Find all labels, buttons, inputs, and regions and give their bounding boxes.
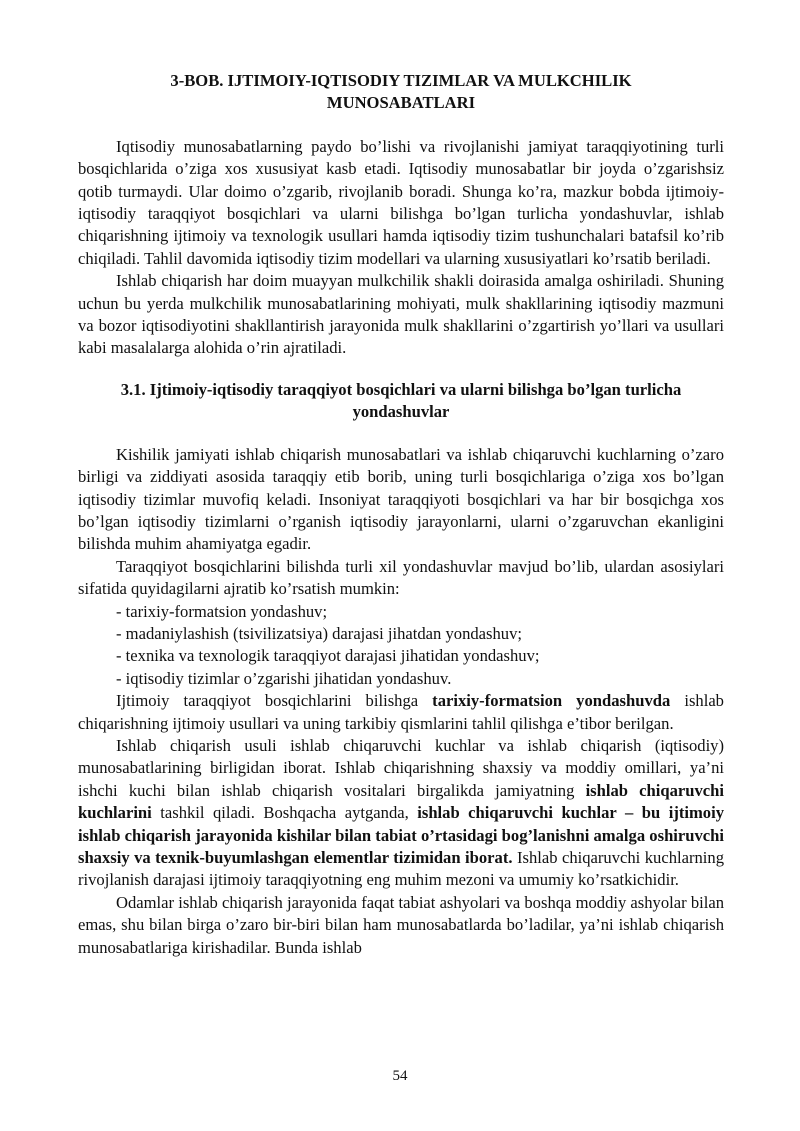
paragraph-text: Ishlab chiqaruvchi kuchlarning rivojlanish darajasi ijtimoiy taraqqiyotning eng muhim mezoni va umumiy ko’rsatkichidir.	[78, 848, 724, 890]
document-page	[78, 70, 724, 959]
chapter-title	[78, 70, 724, 115]
paragraph-text: ishlab chiqarishning ijtimoiy usullari va uning tarkibiy qismlarini tahlil qilishga e’tibor berilgan.	[78, 691, 724, 733]
bold-term: tarixiy-formatsion yondashuvda	[432, 691, 671, 711]
list-item: - iqtisodiy tizimlar o’zgarishi jihatidan yondashuv.	[116, 668, 452, 688]
section-title	[78, 379, 724, 424]
paragraph-text: Ijtimoiy taraqqiyot bosqichlarini bilishga	[116, 691, 433, 711]
section-paragraph-4	[78, 735, 724, 892]
section-paragraph-3	[78, 690, 724, 735]
paragraph-text: Ishlab chiqarish usuli ishlab chiqaruvchi kuchlar va ishlab chiqarish (iqtisodiy) munosabatlarining birligidan iborat. Ishlab chiqarishning shaxsiy va moddiy omillari, ya’ni ishchi kuchi bilan ishlab chiqarish vositalari birgalikda jamiyatning	[78, 735, 724, 800]
list-item: - madaniylashish (tsivilizatsiya) darajasi jihatdan yondashuv;	[116, 623, 522, 643]
section-paragraph-5: Odamlar ishlab chiqarish jarayonida faqat tabiat ashyolari va boshqa moddiy ashyolar bilan emas, shu bilan birga o’zaro bir-biri bilan ham munosabatlarda bo’ladilar, ya’ni ishlab chiqarish munosabatlariga kirishadilar. Bunda ishlab	[78, 892, 724, 957]
section-paragraph-1: Kishilik jamiyati ishlab chiqarish munosabatlari va ishlab chiqaruvchi kuchlarning o’zaro birligi va ziddiyati asosida taraqqiy etib borib, uning turli bosqichlariga o’ziga xos bo’lgan iqtisodiy tizimlar muvofiq keladi. Insoniyat taraqqiyoti bosqichlari va har bir bosqichga xos bo’lgan iqtisodiy tizimlarni o’rganish iqtisodiy jarayonlarni, ularni o’zgaruvchan ekanligini bilishda muhim ahamiyatga egadir.	[78, 444, 724, 554]
approaches-list	[78, 601, 724, 691]
intro-paragraph-2: Ishlab chiqarish har doim muayyan mulkchilik shakli doirasida amalga oshiriladi. Shuning uchun bu yerda mulkchilik munosabatlarining mohiyati, mulk shakllarining iqtisodiy mazmuni va bozor iqtisodiyotini shakllantirish jarayonida mulk shakllarini o’zgartirish yo’llari va usullari kabi masalalarga alohida o’rin ajratiladi.	[78, 271, 724, 358]
page-number: 54	[392, 1068, 408, 1084]
list-item: - tarixiy-formatsion yondashuv;	[116, 601, 328, 621]
list-item: - texnika va texnologik taraqqiyot darajasi jihatidan yondashuv;	[116, 646, 540, 666]
chapter-title-line-1: 3-BOB. IJTIMOIY-IQTISODIY TIZIMLAR VA MULKCHILIK	[170, 71, 632, 90]
section-title-line-2: yondashuvlar	[352, 402, 450, 422]
intro-paragraph-1: Iqtisodiy munosabatlarning paydo bo’lishi va rivojlanishi jamiyat taraqqiyotining turli bosqichlarida o’ziga xos xususiyat kasb etadi. Iqtisodiy munosabatlar bir joyda o’zgarishsiz qotib turmaydi. Ular doimo o’zgarib, rivojlanib boradi. Shunga ko’ra, mazkur bobda ijtimoiy-iqtisodiy taraqqiyot bosqichlari va ularni bilishga bo’lgan turlicha yondashuvlar, ishlab chiqarishning ijtimoiy va texnologik usullari hamda iqtisodiy tizim tushunchalari batafsil ko’rib chiqiladi. Tahlil davomida iqtisodiy tizim modellari va ularning xususiyatlari ko’rsatib beriladi.	[78, 136, 724, 268]
section-paragraph-2: Taraqqiyot bosqichlarini bilishda turli xil yondashuvlar mavjud bo’lib, ulardan asosiylari sifatida quyidagilarni ajratib ko’rsatish mumkin:	[78, 556, 724, 599]
paragraph-text: tashkil qiladi. Boshqacha aytganda,	[151, 803, 418, 823]
bold-term: ishlab chiqaruvchi kuchlarini	[78, 780, 724, 823]
chapter-title-line-2: MUNOSABATLARI	[326, 93, 476, 113]
section-title-line-1: 3.1. Ijtimoiy-iqtisodiy taraqqiyot bosqichlari va ularni bilishga bo’lgan turlicha	[120, 379, 682, 399]
bold-definition: ishlab chiqaruvchi kuchlar – bu ijtimoiy ishlab chiqarish jarayonida kishilar bilan tabiat o’rtasidagi bog’lanishni amalga oshiruvchi shaxsiy va texnik-buyumlashgan elementlar tizimidan iborat.	[78, 803, 725, 867]
